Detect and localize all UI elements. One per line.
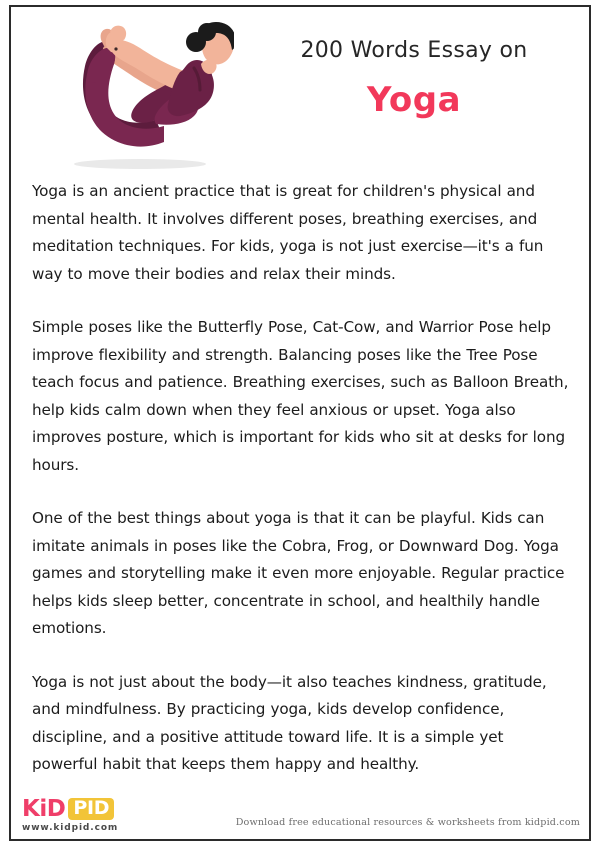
essay-kicker: 200 Words Essay on (300, 38, 528, 63)
header-text-block (244, 38, 584, 120)
page-header (14, 10, 586, 170)
logo-brand-second: PID (68, 798, 114, 821)
woman-in-bow-pose-yoga-illustration (44, 16, 234, 176)
paragraph: Yoga is not just about the body—it also teaches kindness, gratitude, and mindfulness. By practicing yoga, kids develop confidence, discipline, and a positive attitude toward life. It is a simple yet powerful habit that keeps them happy and healthy. (32, 672, 547, 773)
paragraph: Simple poses like the Butterfly Pose, Cat-Cow, and Warrior Pose help improve flexibility and strength. Balancing poses like the Tree Pose teach focus and patience. Breathing exercises, such as Balloon Breath, help kids calm down when they feel anxious or upset. Yoga also improves posture, which is important for kids who sit at desks for long hours. (32, 318, 569, 474)
page-footer (14, 795, 586, 843)
kidpid-logo[interactable] (22, 797, 152, 833)
essay-body (32, 178, 570, 779)
logo-brand-first: KiD (22, 795, 66, 822)
logo-website-url: www.kidpid.com (22, 823, 119, 833)
logo-wordmark (22, 797, 152, 821)
paragraph: One of the best things about yoga is that it can be playful. Kids can imitate animals in poses like the Cobra, Frog, or Downward Dog. Yoga games and storytelling make it even more enjoyable. Regular practice helps kids sleep better, concentrate in school, and healthily handle emotions. (32, 509, 565, 637)
paragraph: Yoga is an ancient practice that is great for children's physical and mental health. It involves different poses, breathing exercises, and meditation techniques. For kids, yoga is not just exercise—it's a fun way to move their bodies and relax their minds. (32, 182, 544, 283)
page-title: Yoga (366, 80, 462, 121)
footer-attribution: Download free educational resources & worksheets from kidpid.com (235, 817, 580, 828)
